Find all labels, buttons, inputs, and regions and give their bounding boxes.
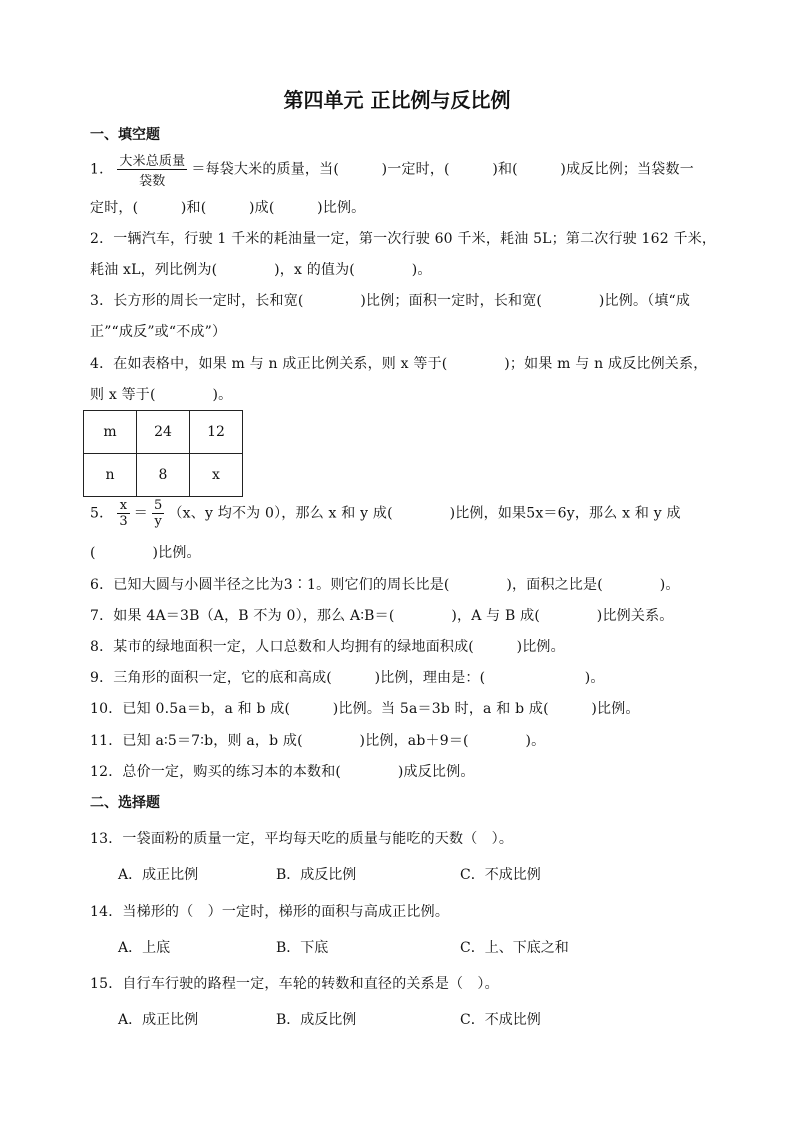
question-11: 11．已知 a∶5＝7∶b，则 a，b 成( )比例，ab＋9＝( )。 [90,733,546,749]
question-10: 10．已知 0.5a＝b，a 和 b 成( )比例。当 5a＝3b 时，a 和 b 成( )比例。 [90,701,640,717]
table-cell: 8 [137,454,190,497]
option-a: A．成正比例 [118,867,199,883]
question-number: 5． [90,505,114,522]
fraction [117,498,129,529]
table-cell: n [84,454,137,497]
question-5-line-1 [90,498,710,529]
fraction [152,498,164,529]
table-cell: x [190,454,243,497]
option-b: B．成反比例 [276,867,357,883]
option-b: B．成反比例 [276,1012,357,1028]
section-heading-choice: 二、选择题 [90,795,160,811]
question-6: 6．已知大圆与小圆半径之比为3∶1。则它们的周长比是( )，面积之比是( )。 [90,577,680,593]
fraction-denominator: 袋数 [139,174,166,189]
question-text: ＝每袋大米的质量，当( )一定时，( )和( )成反比例；当袋数一 [191,161,694,178]
question-12: 12．总价一定，购买的练习本的本数和( )成反比例。 [90,764,475,780]
option-a: A．上底 [118,940,171,956]
question-4-line-1: 4．在如表格中，如果 m 与 n 成正比例关系，则 x 等于( )；如果 m 与 n 成反比例关系， [90,356,708,372]
option-c: C．不成比例 [460,867,541,883]
fraction-denominator: 3 [119,514,128,529]
question-1-line-1 [90,150,710,189]
question-14-stem: 14．当梯形的（ ）一定时，梯形的面积与高成正比例。 [90,904,450,920]
question-3-line-2: 正”“成反”或“不成”） [90,324,227,340]
question-15-stem: 15．自行车行驶的路程一定，车轮的转数和直径的关系是（ ）。 [90,976,499,992]
m-n-table [83,410,243,497]
page-title: 第四单元 正比例与反比例 [283,88,511,112]
equals-sign: ＝ [133,505,148,522]
question-8: 8．某市的绿地面积一定，人口总数和人均拥有的绿地面积成( )比例。 [90,639,565,655]
question-13-stem: 13．一袋面粉的质量一定，平均每天吃的质量与能吃的天数（ ）。 [90,831,514,847]
table-cell: 24 [137,411,190,454]
question-7: 7．如果 4A＝3B（A，B 不为 0），那么 A∶B＝( )，A 与 B 成( )比例关系。 [90,608,674,624]
table-row [84,454,243,497]
option-c: C．上、下底之和 [460,940,569,956]
question-number: 1． [90,161,114,178]
fraction-numerator: 大米总质量 [117,150,187,170]
question-text: （x、y 均不为 0），那么 x 和 y 成( )比例，如果5x＝6y，那么 x 和 y 成 [168,505,681,522]
fraction-denominator: y [154,514,163,529]
table-cell: m [84,411,137,454]
question-2-line-2: 耗油 xL，列比例为( )，x 的值为( )。 [90,262,432,278]
question-3-line-1: 3．长方形的周长一定时，长和宽( )比例；面积一定时，长和宽( )比例。（填“成 [90,293,691,309]
table-cell: 12 [190,411,243,454]
question-2-line-1: 2．一辆汽车，行驶 1 千米的耗油量一定，第一次行驶 60 千米，耗油 5L；第二次行驶 162 千米， [90,231,717,247]
question-4-line-2: 则 x 等于( )。 [90,387,233,403]
fraction-numerator: 5 [154,498,163,513]
section-heading-fill-in: 一、填空题 [90,127,160,143]
option-c: C．不成比例 [460,1012,541,1028]
question-1-line-2: 定时，( )和( )成( )比例。 [90,200,366,216]
fraction-numerator: x [117,498,129,514]
question-9: 9．三角形的面积一定，它的底和高成( )比例，理由是：( )。 [90,670,605,686]
table-row [84,411,243,454]
fraction [117,150,187,189]
option-b: B．下底 [276,940,329,956]
question-5-line-2: ( )比例。 [90,545,201,561]
option-a: A．成正比例 [118,1012,199,1028]
